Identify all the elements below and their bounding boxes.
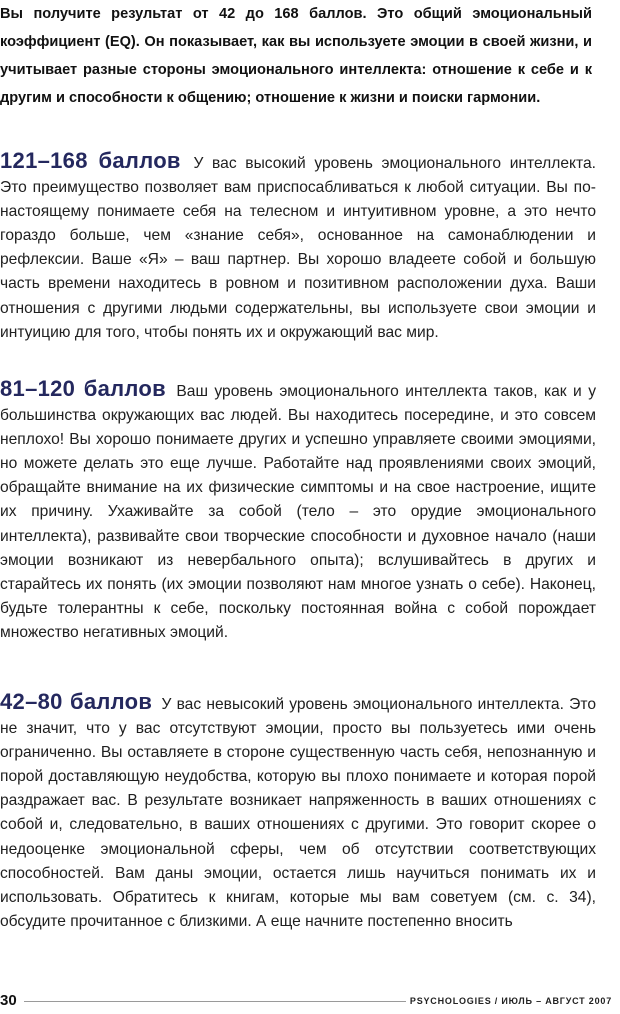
score-section-medium xyxy=(0,377,596,645)
score-description: Ваш уровень эмоционального интеллекта таков, как и у большинства окружающих вас людей. Вы находитесь посередине, и это совсем неплохо! Вы хорошо понимаете других и успешно управляете своими эмоциями, но можете делать это еще лучше. Работайте над проявлениями своих эмоций, обращайте внимание на их физические симптомы и на свое настроение, ищите их причину. Ухаживайте за собой (тело – это орудие эмоционального интеллекта), развивайте свои творческие способности и духовное начало (наши эмоции возникают из невербального опыта); вслушивайтесь в других и старайтесь их понять (их эмоции позволяют нам многое узнать о себе). Наконец, будьте толерантны к себе, поскольку постоянная война с собой порождает множество негативных эмоций. xyxy=(0,383,596,641)
magazine-issue: PSYCHOLOGIES / ИЮЛЬ – АВГУСТ 2007 xyxy=(406,996,612,1006)
score-range-heading: 121–168 баллов xyxy=(0,148,181,173)
score-section-high xyxy=(0,149,596,345)
score-range-heading: 81–120 баллов xyxy=(0,376,166,401)
score-description: У вас высокий уровень эмоционального интеллекта. Это преимущество позволяет вам приспосабливаться к любой ситуации. Вы по-настоящему понимаете себя на телесном и интуитивном уровне, а это нечто гораздо больше, чем «знание себя», основанное на самонаблюдении и рефлексии. Ваше «Я» – ваш партнер. Вы хорошо владеете собой и большую часть времени находитесь в ровном и позитивном расположении духа. Ваши отношения с другими людьми содержательны, вы используете свои эмоции и интуицию для того, чтобы понять их и окружающий вас мир. xyxy=(0,155,596,341)
page-number: 30 xyxy=(0,992,21,1009)
score-description: У вас невысокий уровень эмоционального интеллекта. Это не значит, что у вас отсутствуют эмоции, просто вы пользуетесь ими очень ограниченно. Вы оставляете в стороне существенную часть себя, непознанную и порой доставляющую неудобства, которую вы плохо понимаете и которая порой раздражает вас. В результате возникает напряженность в ваших отношениях с собой и, следовательно, в ваших отношениях с другими. Это говорит скорее о недооценке эмоциональной сферы, чем об отсутствии соответствующих способностей. Вам даны эмоции, остается лишь научиться понимать их и использовать. Обратитесь к книгам, которые мы вам советуем (см. с. 34), обсудите прочитанное с близкими. А еще начните постепенно вносить xyxy=(0,696,596,930)
score-section-low xyxy=(0,690,596,934)
intro-paragraph: Вы получите результат от 42 до 168 баллов. Это общий эмоциональный коэффициент (EQ). Он показывает, как вы используете эмоции в своей жизни, и учитывает разные стороны эмоционального интеллекта: отношение к себе и к другим и способности к общению; отношение к жизни и поиски гармонии. xyxy=(0,6,592,106)
score-range-heading: 42–80 баллов xyxy=(0,689,153,714)
